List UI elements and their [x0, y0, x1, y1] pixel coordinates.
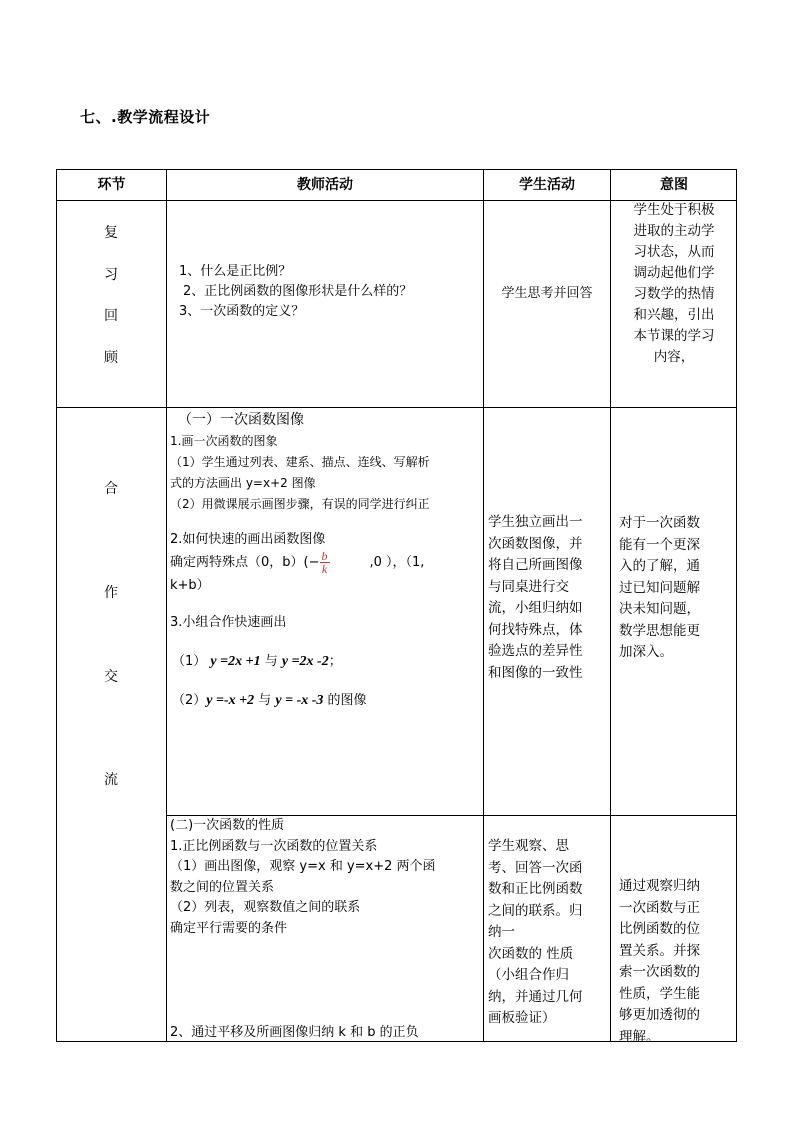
connector: 的图像 [323, 693, 367, 708]
col-divider [166, 170, 167, 1041]
intent-line: 过已知问题解 [619, 579, 700, 596]
equation: y =2x -2 [281, 654, 329, 669]
student-line: 和图像的一致性 [488, 664, 583, 681]
punctuation: ； [328, 654, 342, 669]
intent-line: 入的了解，通 [619, 558, 700, 574]
text-line: 3.小组合作快速画出 [170, 615, 287, 630]
section-heading: 七、.教学流程设计 [80, 108, 211, 126]
equation-line-2 [170, 690, 482, 711]
intent-line: 加深入。 [619, 644, 673, 660]
student-line: 纳，并通过几何 [488, 988, 583, 1005]
text-fragment: ,0 ），（1, [369, 555, 425, 570]
stage-char: 交 [104, 669, 118, 685]
intent-line: 进取的主动学 [633, 223, 715, 239]
review-teacher-activity [179, 262, 479, 322]
row-divider [57, 407, 736, 408]
stage-char: 作 [104, 585, 118, 601]
equation-label: （2） [172, 693, 207, 708]
student-line: 画板验证） [488, 1010, 556, 1026]
student-line: 次函数的 性质 [488, 945, 574, 962]
intent-line: 本节课的学习 [633, 328, 715, 344]
intent-line: 决未知问题， [619, 601, 700, 617]
intent-line: 性质，学生能 [619, 985, 700, 1002]
student-line: 考、回答一次函 [488, 859, 583, 876]
student-line: 纳一 [488, 924, 515, 940]
intent-line: 够更加透彻的 [619, 1007, 700, 1023]
text-line: k+b） [170, 578, 210, 593]
student-line: 将自己所画图像 [488, 557, 583, 573]
intent-line: 一次函数与正 [619, 899, 700, 916]
equation-line-1 [170, 651, 482, 672]
text-line: 1.正比例函数与一次函数的位置关系 [170, 838, 378, 854]
text-line: 2.如何快速的画出函数图像 [170, 532, 326, 547]
text-line: 数之间的位置关系 [170, 879, 275, 895]
student-line: 与同桌进行交 [488, 578, 569, 595]
intent-line: 习状态，从而 [633, 244, 715, 260]
equation: y =2x +1 [210, 654, 261, 669]
part2-intent [619, 876, 735, 1048]
student-line: 之间的联系。归 [488, 902, 583, 919]
intent-line: 置关系。并探 [619, 942, 700, 959]
part1-title: （一）一次函数图像 [178, 412, 304, 428]
stage-char: 习 [104, 267, 118, 283]
part2-teacher-activity [170, 816, 482, 939]
text-line: 1.画一次函数的图象 [170, 434, 278, 448]
teaching-flow-table [56, 169, 737, 1045]
part2-cutoff-line: 2、通过平移及所画图像归纳 k 和 b 的正负 [170, 1025, 419, 1040]
stage-char: 合 [104, 481, 118, 497]
intent-line: 数学思想能更 [619, 622, 700, 639]
stage-char: 回 [104, 308, 118, 324]
part1-teacher-activity [170, 410, 482, 711]
student-line: 学生观察、思 [488, 838, 569, 854]
text-line: 式的方法画出 y=x+2 图像 [170, 476, 316, 490]
intent-line: 能有一个更深 [619, 536, 700, 553]
review-intent [611, 200, 737, 368]
part2-student-activity [488, 836, 608, 1030]
stage-char: 复 [104, 225, 118, 241]
intent-line: 索一次函数的 [619, 964, 700, 980]
student-line: （小组合作归 [488, 967, 569, 983]
equation: y = -x -3 [275, 693, 324, 708]
student-line: 学生独立画出一 [488, 514, 583, 530]
fraction-numerator: b [321, 549, 328, 563]
intent-line: 理解。 [619, 1028, 660, 1045]
connector: 与 [254, 693, 276, 708]
equation-label: （1） [172, 654, 207, 669]
student-line: 数和正比例函数 [488, 881, 583, 897]
stage-char: 顾 [104, 350, 118, 366]
fraction-b-over-k [320, 550, 330, 575]
connector: 与 [260, 654, 282, 669]
intent-line: 学生处于积极 [633, 202, 715, 218]
question-line: 1、什么是正比例？ [179, 264, 292, 279]
review-student-activity: 学生思考并回答 [501, 286, 593, 301]
intent-line: 内容， [653, 349, 695, 365]
stage-char: 流 [104, 772, 118, 788]
intent-line: 比例函数的位 [619, 921, 700, 937]
question-line: 2、正比例函数的图像形状是什么样的？ [183, 284, 413, 299]
text-line: （1）画出图像，观察 y=x 和 y=x+2 两个函 [170, 859, 436, 874]
part1-intent [619, 513, 735, 664]
intent-line: 和兴趣，引出 [633, 307, 715, 323]
part2-title: (二)一次函数的性质 [170, 818, 285, 833]
text-line: （2）用微课展示画图步骤，有误的同学进行纠正 [170, 497, 430, 511]
question-line: 3、一次函数的定义？ [179, 304, 305, 319]
intent-line: 习数学的热情 [633, 286, 715, 302]
text-line: （2）列表，观察数值之间的联系 [170, 900, 361, 915]
intent-line: 调动起他们学 [633, 265, 715, 281]
part1-student-activity [488, 512, 608, 684]
student-line: 次函数图像，并 [488, 535, 583, 552]
intent-line: 通过观察归纳 [619, 878, 700, 894]
student-line: 验选点的差异性 [488, 643, 583, 659]
fraction-denominator: k [321, 562, 328, 576]
header-stage: 环节 [97, 177, 126, 193]
text-line: （1）学生通过列表、建系、描点、连线、写解析 [170, 455, 430, 469]
student-line: 流，小组归纳如 [488, 600, 583, 616]
special-points-line [170, 550, 482, 575]
student-line: 何找特殊点，体 [488, 621, 583, 638]
equation: y =-x +2 [206, 693, 255, 708]
text-line: 确定平行需要的条件 [170, 920, 288, 936]
header-student-activity: 学生活动 [519, 177, 575, 193]
header-intent: 意图 [660, 177, 688, 193]
intent-line: 对于一次函数 [619, 515, 700, 531]
header-teacher-activity: 教师活动 [297, 177, 353, 193]
text-fragment: 确定两特殊点（0，b）(− [170, 555, 320, 570]
